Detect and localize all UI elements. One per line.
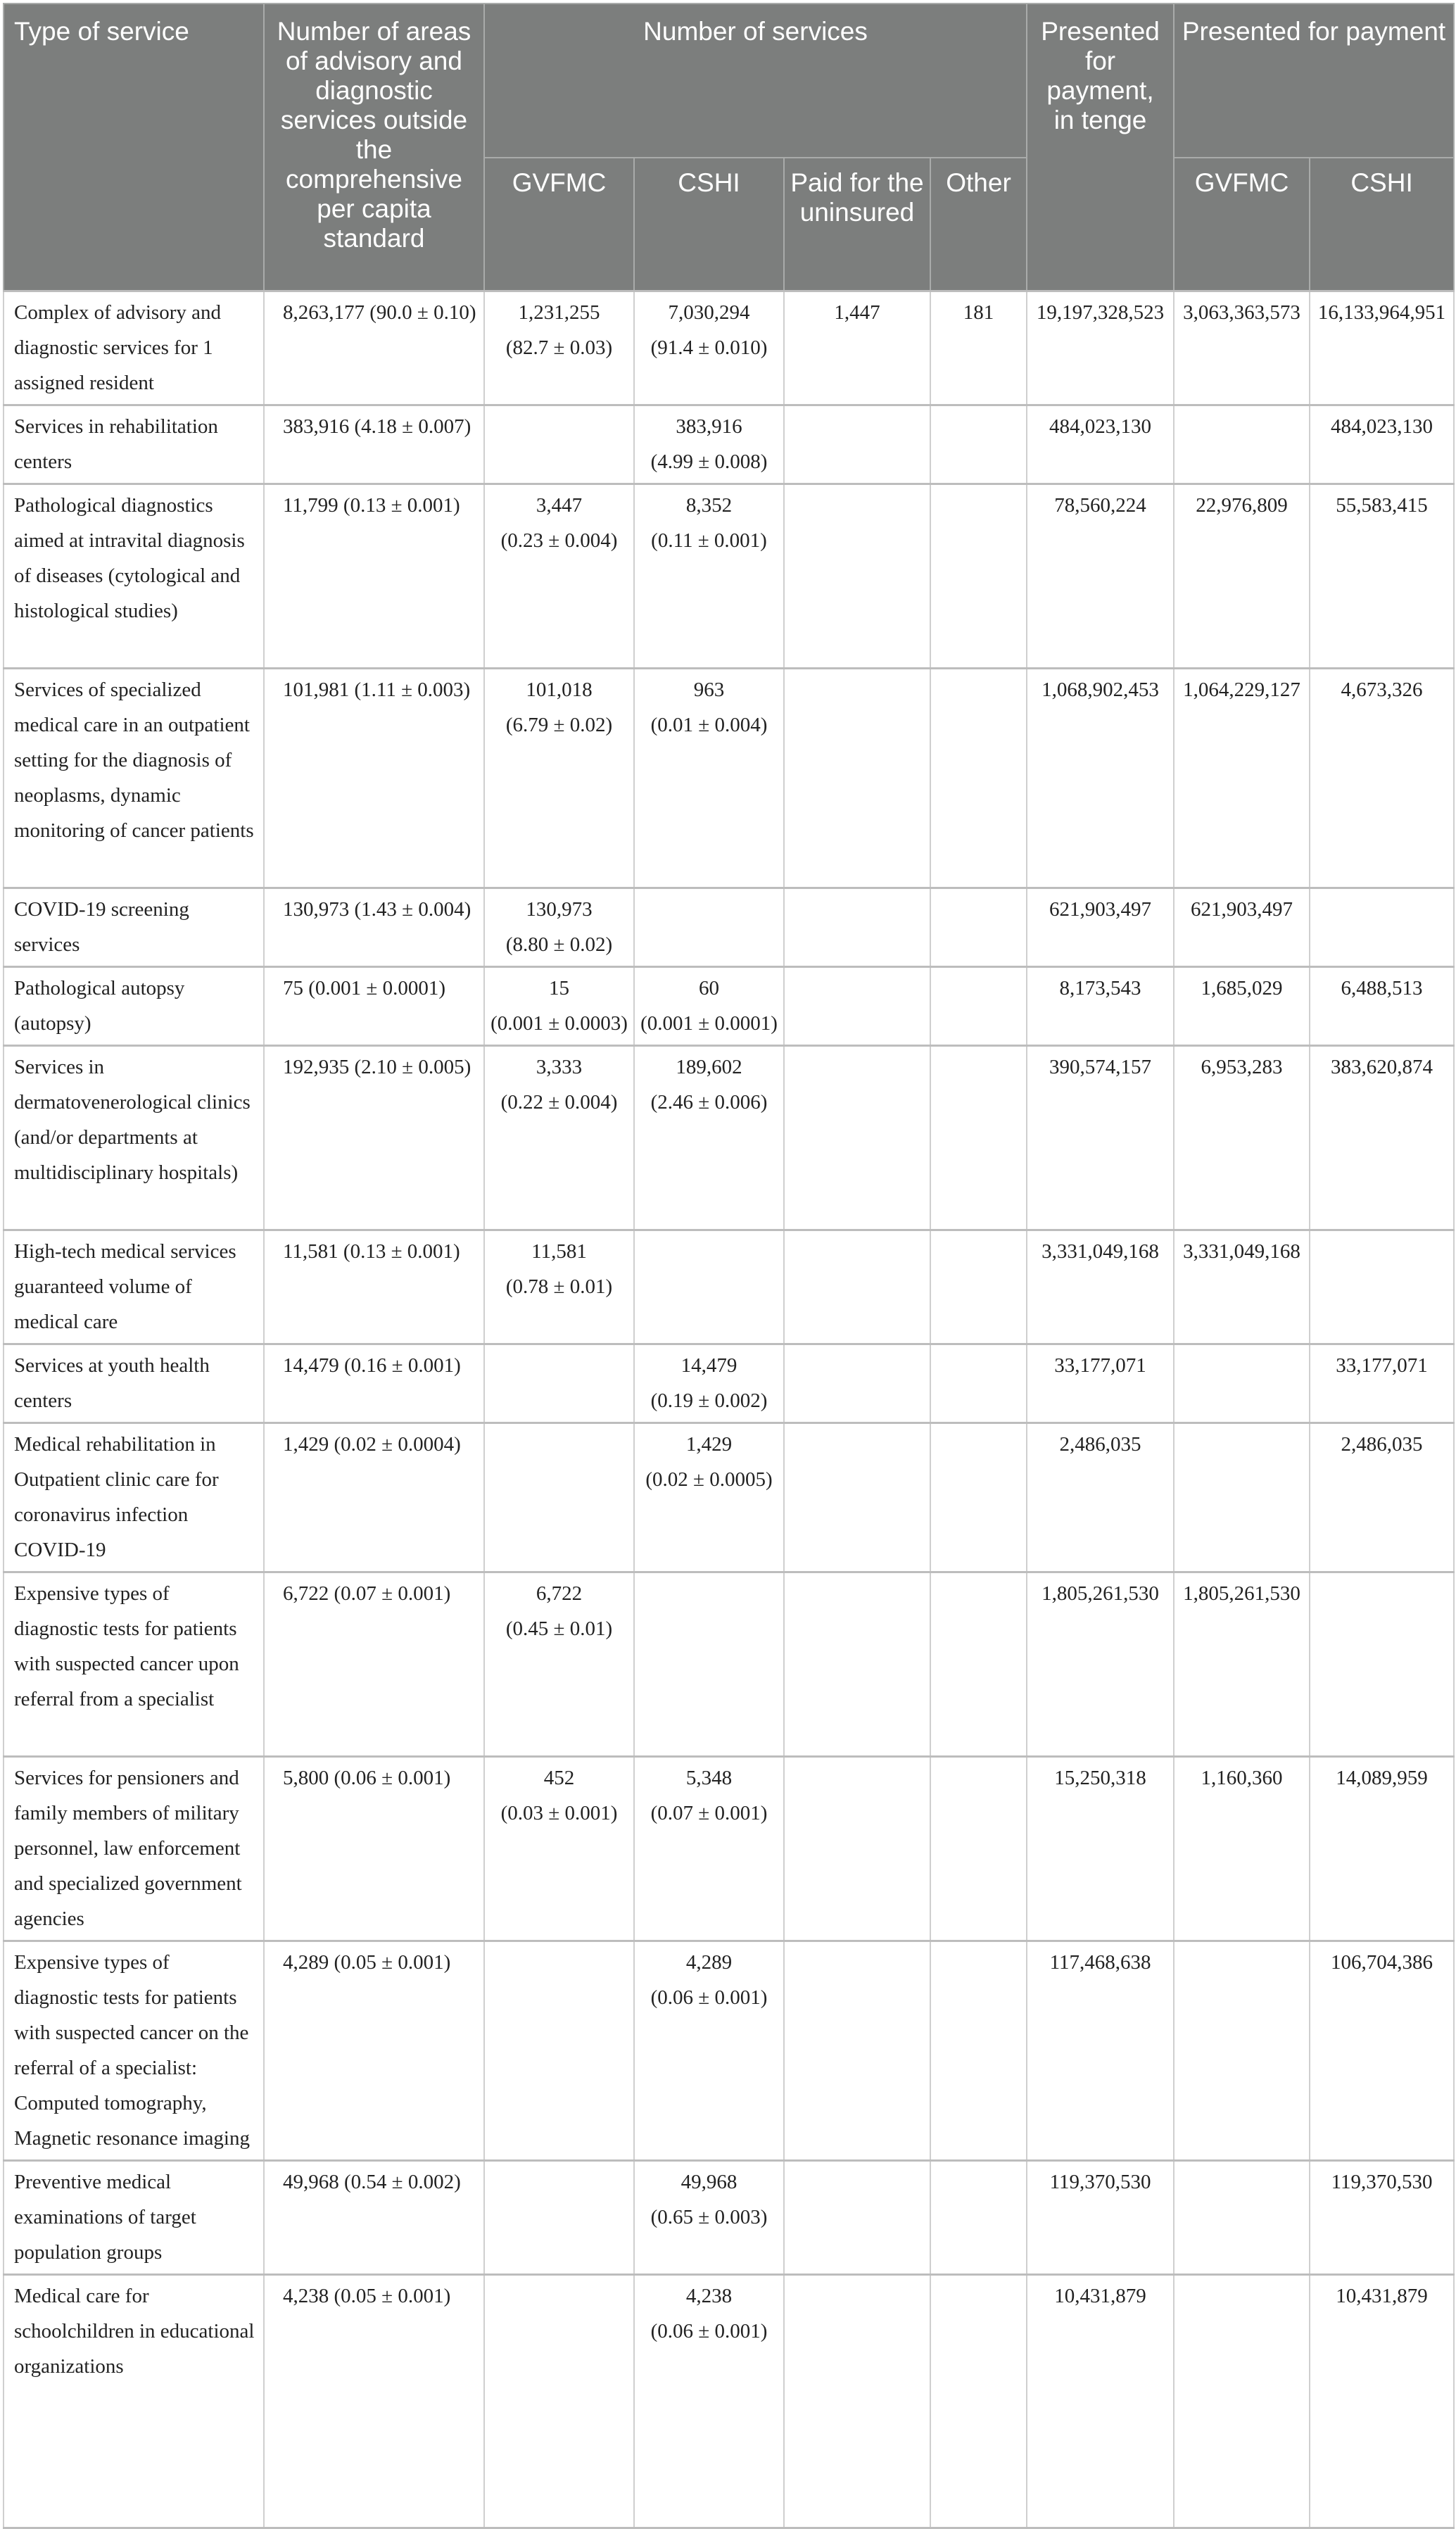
- cell-cshi-percent: (0.11 ± 0.001): [651, 529, 767, 552]
- table-body: [4, 291, 1454, 2528]
- cell-presented-tenge: 3,331,049,168: [1027, 1230, 1174, 1344]
- cell-gvfmc: [484, 967, 634, 1046]
- cell-presented-gvfmc: [1174, 1344, 1310, 1423]
- cell-paid-uninsured: [784, 1046, 930, 1230]
- cell-type: Expensive types of diagnostic tests for patients with suspected cancer on the referral of a specialist: Computed tomography, Magnetic resonance imaging: [4, 1941, 264, 2161]
- cell-cshi-percent: (0.01 ± 0.004): [650, 714, 768, 736]
- cell-presented-tenge: 33,177,071: [1027, 1344, 1174, 1423]
- cell-presented-gvfmc: 621,903,497: [1174, 888, 1310, 967]
- cell-paid-uninsured: [784, 1941, 930, 2161]
- cell-gvfmc: [484, 405, 634, 484]
- cell-presented-gvfmc: 22,976,809: [1174, 484, 1310, 669]
- cell-areas: 5,800 (0.06 ± 0.001): [264, 1757, 484, 1941]
- cell-gvfmc-count: 101,018: [526, 679, 593, 701]
- cell-paid-uninsured: [784, 888, 930, 967]
- cell-presented-tenge: 19,197,328,523: [1027, 291, 1174, 405]
- cell-areas: 11,799 (0.13 ± 0.001): [264, 484, 484, 669]
- cell-paid-uninsured: [784, 1230, 930, 1344]
- cell-other: [930, 1941, 1027, 2161]
- cell-presented-cshi: 33,177,071: [1310, 1344, 1454, 1423]
- cell-paid-uninsured: [784, 2161, 930, 2275]
- cell-paid-uninsured: [784, 669, 930, 888]
- cell-cshi: [634, 405, 784, 484]
- cell-presented-gvfmc: 3,331,049,168: [1174, 1230, 1310, 1344]
- cell-cshi-percent: (0.07 ± 0.001): [650, 1802, 768, 1824]
- cell-gvfmc: [484, 1757, 634, 1941]
- cell-cshi-percent: (91.4 ± 0.010): [650, 336, 768, 359]
- cell-type: Services in rehabilitation centers: [4, 405, 264, 484]
- cell-cshi: [634, 1046, 784, 1230]
- cell-presented-tenge: 2,486,035: [1027, 1423, 1174, 1572]
- cell-gvfmc: [484, 1230, 634, 1344]
- cell-type: Services at youth health centers: [4, 1344, 264, 1423]
- cell-type: Services in dermatovenerological clinics (and/or departments at multidisciplinary hospitals): [4, 1046, 264, 1230]
- cell-other: [930, 405, 1027, 484]
- cell-other: [930, 1230, 1027, 1344]
- cell-gvfmc: [484, 888, 634, 967]
- cell-cshi-percent: (4.99 ± 0.008): [650, 450, 768, 473]
- cell-gvfmc-percent: (0.001 ± 0.0003): [490, 1012, 628, 1035]
- cell-areas: 4,289 (0.05 ± 0.001): [264, 1941, 484, 2161]
- cell-gvfmc-percent: (0.22 ± 0.004): [500, 1091, 618, 1114]
- cell-cshi: [634, 1230, 784, 1344]
- cell-cshi-percent: (2.46 ± 0.006): [650, 1091, 768, 1114]
- cell-other: [930, 2161, 1027, 2275]
- cell-gvfmc-count: 3,333: [536, 1056, 583, 1078]
- table-row: [4, 1572, 1454, 1757]
- cell-presented-tenge: 10,431,879: [1027, 2275, 1174, 2528]
- cell-presented-gvfmc: 1,064,229,127: [1174, 669, 1310, 888]
- cell-areas: 192,935 (2.10 ± 0.005): [264, 1046, 484, 1230]
- cell-type: Expensive types of diagnostic tests for patients with suspected cancer upon referral from a specialist: [4, 1572, 264, 1757]
- cell-presented-tenge: 1,805,261,530: [1027, 1572, 1174, 1757]
- cell-presented-cshi: 6,488,513: [1310, 967, 1454, 1046]
- cell-cshi-count: 8,352: [685, 494, 733, 517]
- cell-type: High-tech medical services guaranteed volume of medical care: [4, 1230, 264, 1344]
- cell-gvfmc-count: 130,973: [526, 898, 593, 921]
- cell-presented-cshi: 484,023,130: [1310, 405, 1454, 484]
- cell-presented-cshi: 106,704,386: [1310, 1941, 1454, 2161]
- cell-presented-cshi: 55,583,415: [1310, 484, 1454, 669]
- cell-cshi: [634, 1423, 784, 1572]
- cell-gvfmc-count: 6,722: [536, 1582, 583, 1605]
- cell-cshi-percent: (0.06 ± 0.001): [650, 2320, 768, 2342]
- cell-cshi-count: 1,429: [685, 1433, 733, 1456]
- table-row: [4, 967, 1454, 1046]
- cell-other: [930, 1423, 1027, 1572]
- cell-gvfmc: [484, 291, 634, 405]
- cell-cshi-count: 383,916: [676, 415, 742, 438]
- cell-presented-tenge: 8,173,543: [1027, 967, 1174, 1046]
- cell-gvfmc: [484, 669, 634, 888]
- cell-cshi-percent: (0.02 ± 0.0005): [645, 1468, 773, 1491]
- header-number-of-areas: Number of areas of advisory and diagnostic services outside the comprehensive per capita standard: [264, 4, 484, 291]
- cell-cshi: [634, 669, 784, 888]
- cell-type: Services for pensioners and family members of military personnel, law enforcement and specialized government agencies: [4, 1757, 264, 1941]
- header-presented-gvfmc: GVFMC: [1174, 158, 1310, 291]
- cell-presented-gvfmc: 1,160,360: [1174, 1757, 1310, 1941]
- header-cshi: CSHI: [634, 158, 784, 291]
- cell-other: [930, 1757, 1027, 1941]
- cell-cshi-percent: (0.06 ± 0.001): [650, 1986, 768, 2009]
- cell-areas: 8,263,177 (90.0 ± 0.10): [264, 291, 484, 405]
- cell-presented-cshi: [1310, 1572, 1454, 1757]
- cell-presented-cshi: 4,673,326: [1310, 669, 1454, 888]
- header-number-of-services: Number of services: [484, 4, 1027, 158]
- cell-presented-tenge: 390,574,157: [1027, 1046, 1174, 1230]
- cell-cshi-count: 14,479: [680, 1354, 738, 1377]
- cell-paid-uninsured: 1,447: [784, 291, 930, 405]
- cell-type: COVID-19 screening services: [4, 888, 264, 967]
- cell-other: [930, 1046, 1027, 1230]
- cell-presented-gvfmc: [1174, 2161, 1310, 2275]
- cell-other: [930, 484, 1027, 669]
- cell-gvfmc-percent: (8.80 ± 0.02): [505, 933, 613, 956]
- cell-other: [930, 2275, 1027, 2528]
- cell-cshi: [634, 2275, 784, 2528]
- cell-cshi-count: 7,030,294: [668, 301, 750, 324]
- cell-areas: 14,479 (0.16 ± 0.001): [264, 1344, 484, 1423]
- cell-presented-tenge: 15,250,318: [1027, 1757, 1174, 1941]
- cell-other: [930, 669, 1027, 888]
- cell-cshi: [634, 1572, 784, 1757]
- cell-presented-cshi: 383,620,874: [1310, 1046, 1454, 1230]
- cell-presented-gvfmc: 6,953,283: [1174, 1046, 1310, 1230]
- cell-other: [930, 967, 1027, 1046]
- table-row: [4, 1344, 1454, 1423]
- cell-presented-gvfmc: [1174, 405, 1310, 484]
- cell-cshi-count: 60: [699, 977, 719, 999]
- cell-presented-tenge: 119,370,530: [1027, 2161, 1174, 2275]
- cell-type: Services of specialized medical care in an outpatient setting for the diagnosis of neoplasms, dynamic monitoring of cancer patients: [4, 669, 264, 888]
- table-row: [4, 1046, 1454, 1230]
- cell-cshi: [634, 484, 784, 669]
- table-row: [4, 669, 1454, 888]
- cell-other: [930, 1344, 1027, 1423]
- cell-presented-cshi: 10,431,879: [1310, 2275, 1454, 2528]
- cell-areas: 75 (0.001 ± 0.0001): [264, 967, 484, 1046]
- cell-presented-gvfmc: 1,805,261,530: [1174, 1572, 1310, 1757]
- cell-paid-uninsured: [784, 1572, 930, 1757]
- header-type-of-service: Type of service: [4, 4, 264, 291]
- cell-other: [930, 1572, 1027, 1757]
- cell-cshi: [634, 2161, 784, 2275]
- cell-cshi: [634, 291, 784, 405]
- header-row-1: [4, 4, 1454, 158]
- cell-presented-cshi: 16,133,964,951: [1310, 291, 1454, 405]
- cell-gvfmc-percent: (6.79 ± 0.02): [505, 714, 613, 736]
- cell-areas: 1,429 (0.02 ± 0.0004): [264, 1423, 484, 1572]
- cell-presented-cshi: 2,486,035: [1310, 1423, 1454, 1572]
- cell-paid-uninsured: [784, 484, 930, 669]
- cell-areas: 49,968 (0.54 ± 0.002): [264, 2161, 484, 2275]
- table-row: [4, 888, 1454, 967]
- header-other: Other: [930, 158, 1027, 291]
- header-presented-tenge: Presented for payment, in tenge: [1027, 4, 1174, 291]
- cell-gvfmc-count: 15: [549, 977, 569, 999]
- cell-gvfmc-count: 452: [543, 1767, 575, 1789]
- cell-presented-gvfmc: 1,685,029: [1174, 967, 1310, 1046]
- cell-gvfmc: [484, 1344, 634, 1423]
- table-row: [4, 484, 1454, 669]
- cell-gvfmc-percent: (0.45 ± 0.01): [505, 1617, 613, 1640]
- cell-gvfmc: [484, 1046, 634, 1230]
- cell-paid-uninsured: [784, 967, 930, 1046]
- cell-gvfmc: [484, 1941, 634, 2161]
- header-presented-for-payment: Presented for payment: [1174, 4, 1454, 158]
- cell-areas: 101,981 (1.11 ± 0.003): [264, 669, 484, 888]
- cell-gvfmc-count: 1,231,255: [518, 301, 600, 324]
- table-header: [4, 4, 1454, 291]
- cell-presented-gvfmc: 3,063,363,573: [1174, 291, 1310, 405]
- cell-areas: 130,973 (1.43 ± 0.004): [264, 888, 484, 967]
- cell-cshi: [634, 1941, 784, 2161]
- cell-gvfmc: [484, 1572, 634, 1757]
- cell-type: Medical care for schoolchildren in educational organizations: [4, 2275, 264, 2528]
- cell-cshi: [634, 1757, 784, 1941]
- cell-gvfmc-count: 3,447: [536, 494, 583, 517]
- cell-presented-tenge: 621,903,497: [1027, 888, 1174, 967]
- cell-cshi-count: 5,348: [685, 1767, 733, 1789]
- cell-gvfmc: [484, 2161, 634, 2275]
- header-gvfmc: GVFMC: [484, 158, 634, 291]
- cell-gvfmc-percent: (0.03 ± 0.001): [500, 1802, 618, 1824]
- cell-gvfmc-percent: (0.23 ± 0.004): [500, 529, 618, 552]
- header-paid-uninsured: Paid for the uninsured: [784, 158, 930, 291]
- table-row: [4, 1423, 1454, 1572]
- cell-areas: 4,238 (0.05 ± 0.001): [264, 2275, 484, 2528]
- cell-other: 181: [930, 291, 1027, 405]
- table-row: [4, 1230, 1454, 1344]
- services-table: [3, 3, 1455, 2529]
- cell-areas: 383,916 (4.18 ± 0.007): [264, 405, 484, 484]
- cell-cshi: [634, 888, 784, 967]
- cell-cshi-count: 189,602: [676, 1056, 742, 1078]
- cell-presented-tenge: 78,560,224: [1027, 484, 1174, 669]
- cell-type: Medical rehabilitation in Outpatient clinic care for coronavirus infection COVID-19: [4, 1423, 264, 1572]
- cell-presented-tenge: 117,468,638: [1027, 1941, 1174, 2161]
- cell-other: [930, 888, 1027, 967]
- cell-type: Complex of advisory and diagnostic services for 1 assigned resident: [4, 291, 264, 405]
- table-row: [4, 2161, 1454, 2275]
- cell-type: Pathological diagnostics aimed at intravital diagnosis of diseases (cytological and histological studies): [4, 484, 264, 669]
- header-presented-cshi: CSHI: [1310, 158, 1454, 291]
- cell-presented-cshi: 14,089,959: [1310, 1757, 1454, 1941]
- cell-cshi-percent: (0.19 ± 0.002): [650, 1389, 768, 1412]
- cell-paid-uninsured: [784, 1423, 930, 1572]
- cell-paid-uninsured: [784, 1344, 930, 1423]
- cell-presented-cshi: 119,370,530: [1310, 2161, 1454, 2275]
- cell-presented-gvfmc: [1174, 1941, 1310, 2161]
- cell-areas: 11,581 (0.13 ± 0.001): [264, 1230, 484, 1344]
- cell-presented-cshi: [1310, 1230, 1454, 1344]
- cell-presented-tenge: 1,068,902,453: [1027, 669, 1174, 888]
- cell-cshi-count: 49,968: [680, 2171, 738, 2193]
- cell-cshi-percent: (0.001 ± 0.0001): [640, 1012, 778, 1035]
- cell-gvfmc: [484, 2275, 634, 2528]
- cell-presented-cshi: [1310, 888, 1454, 967]
- cell-gvfmc-count: 11,581: [531, 1240, 587, 1263]
- cell-type: Preventive medical examinations of target population groups: [4, 2161, 264, 2275]
- cell-cshi-count: 4,289: [685, 1951, 733, 1974]
- cell-areas: 6,722 (0.07 ± 0.001): [264, 1572, 484, 1757]
- cell-gvfmc: [484, 484, 634, 669]
- cell-cshi: [634, 1344, 784, 1423]
- cell-cshi-count: 963: [693, 679, 725, 701]
- cell-cshi: [634, 967, 784, 1046]
- cell-presented-tenge: 484,023,130: [1027, 405, 1174, 484]
- cell-gvfmc-percent: (82.7 ± 0.03): [505, 336, 613, 359]
- table-row: [4, 1757, 1454, 1941]
- cell-cshi-percent: (0.65 ± 0.003): [650, 2206, 768, 2228]
- cell-cshi-count: 4,238: [685, 2285, 733, 2307]
- table-row: [4, 405, 1454, 484]
- table-row: [4, 2275, 1454, 2528]
- cell-gvfmc-percent: (0.78 ± 0.01): [505, 1275, 613, 1298]
- cell-paid-uninsured: [784, 1757, 930, 1941]
- cell-presented-gvfmc: [1174, 2275, 1310, 2528]
- cell-gvfmc: [484, 1423, 634, 1572]
- cell-type: Pathological autopsy (autopsy): [4, 967, 264, 1046]
- cell-presented-gvfmc: [1174, 1423, 1310, 1572]
- cell-paid-uninsured: [784, 405, 930, 484]
- table-row: [4, 291, 1454, 405]
- cell-paid-uninsured: [784, 2275, 930, 2528]
- table-row: [4, 1941, 1454, 2161]
